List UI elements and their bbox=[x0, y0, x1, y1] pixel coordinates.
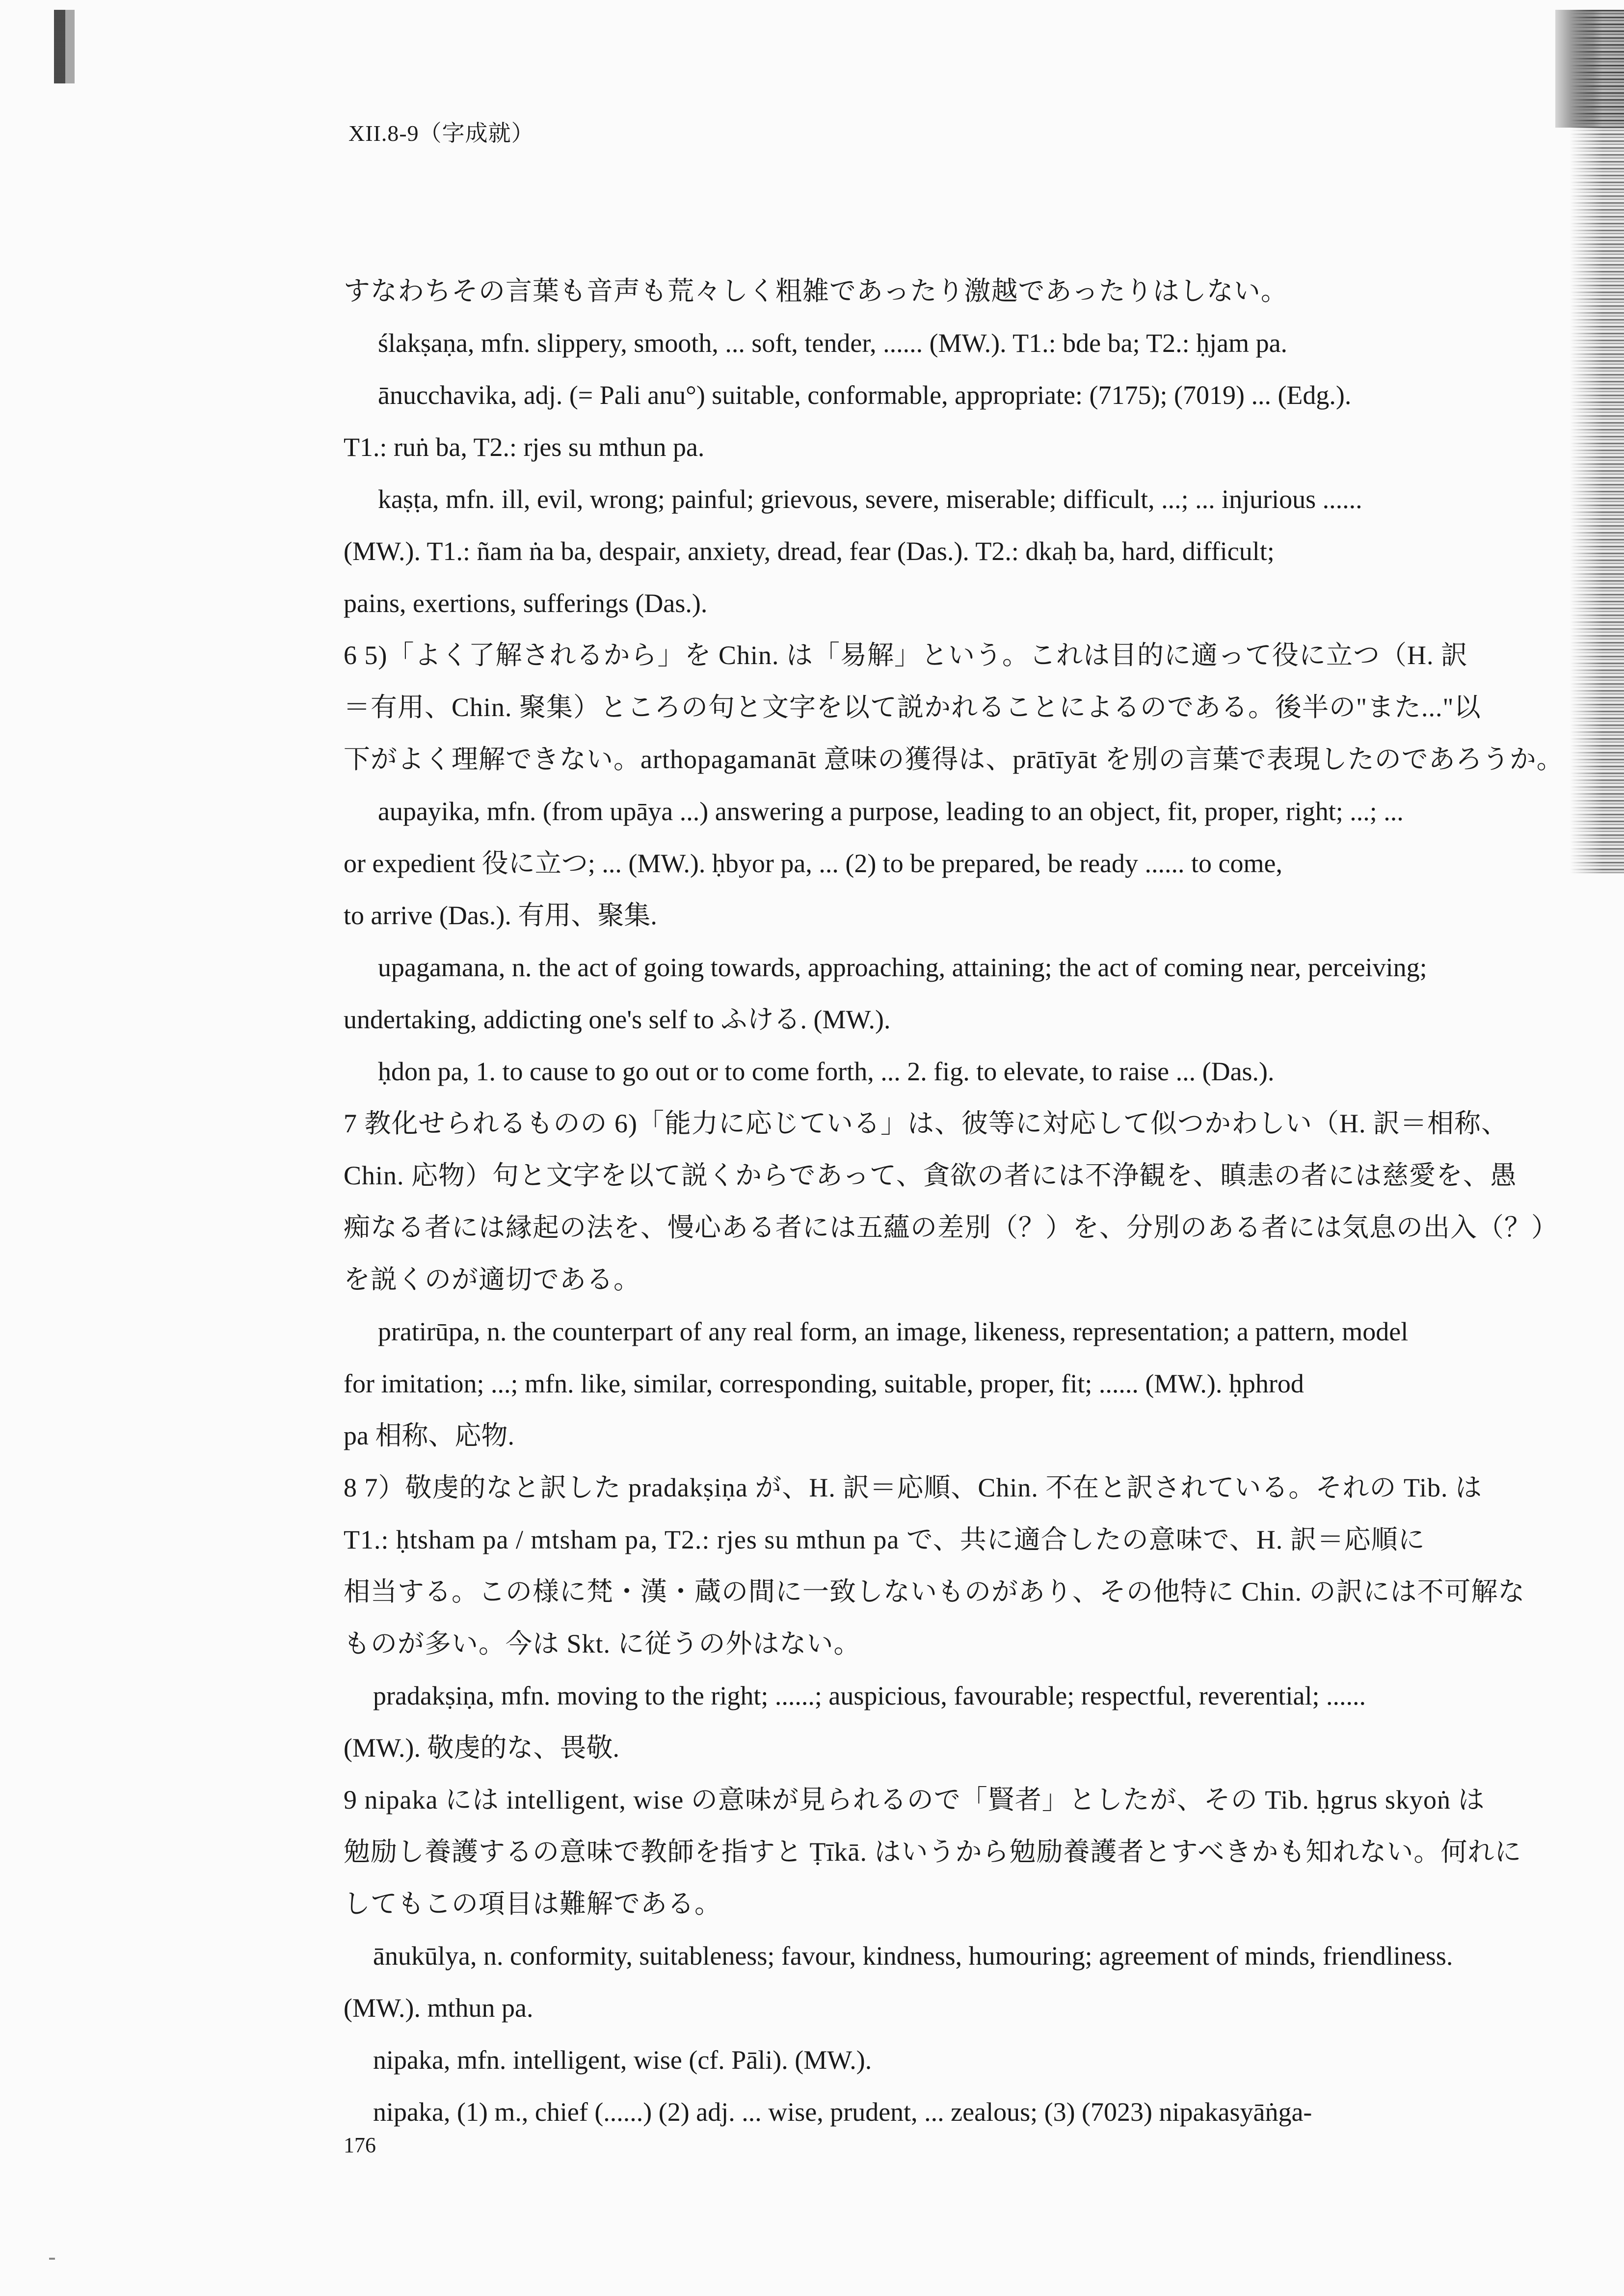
note-line: してもこの項目は難解である。 bbox=[344, 1889, 721, 1919]
text-segment: ḥdon pa, 1. to cause to go out or to come forth, ... 2. fig. to elevate, to raise ... (Das.). bbox=[378, 1057, 1275, 1086]
text-line: (MW.). 敬虔的な、畏敬. bbox=[344, 1733, 619, 1762]
scan-edge-mark bbox=[54, 10, 75, 83]
text-segment: aupayika, mfn. (from upāya ...) answering a purpose, leading to an object, fit, proper, right; ...; ... bbox=[378, 797, 1404, 826]
scan-edge-mark bbox=[1570, 10, 1624, 874]
text-segment: pradakṣiṇa, mfn. moving to the right; ......; auspicious, favourable; respectful, reverential; ...... bbox=[373, 1681, 1366, 1710]
note-line: 6 5)「よく了解されるから」を Chin. は「易解」という。これは目的に適って役に立つ（H. 訳 bbox=[344, 641, 1468, 670]
page-body bbox=[344, 265, 1564, 2138]
text-line: for imitation; ...; mfn. like, similar, corresponding, suitable, proper, fit; ...... (MW.). ḥphrod bbox=[344, 1369, 1304, 1398]
note-line: T1.: ḥtsham pa / mtsham pa, T2.: rjes su mthun pa で、共に適合したの意味で、H. 訳＝応順に bbox=[344, 1525, 1425, 1554]
note-line: ものが多い。今は Skt. に従うの外はない。 bbox=[344, 1629, 861, 1658]
text-line: (MW.). T1.: ñam ṅa ba, despair, anxiety, dread, fear (Das.). T2.: dkaḥ ba, hard, difficult; bbox=[344, 536, 1275, 566]
text-segment: ślakṣaṇa, mfn. slippery, smooth, ... soft, tender, ...... (MW.). T1.: bde ba; T2.: ḥjam pa. bbox=[378, 328, 1288, 358]
dictionary-entry bbox=[344, 1306, 1521, 1358]
note-line: ＝有用、Chin. 聚集）ところの句と文字を以て説かれることによるのである。後半の"また..."以 bbox=[344, 693, 1481, 722]
text-line: or expedient 役に立つ; ... (MW.). ḥbyor pa, ... (2) to be prepared, be ready ...... to come, bbox=[344, 849, 1282, 878]
text-segment: nipaka, mfn. intelligent, wise (cf. Pāli). (MW.). bbox=[373, 2045, 872, 2075]
note-line: 相当する。この様に梵・漢・蔵の間に一致しないものがあり、その他特に Chin. の訳には不可解な bbox=[344, 1577, 1525, 1606]
dictionary-entry bbox=[344, 473, 1521, 525]
dictionary-entry bbox=[344, 369, 1521, 421]
note-line: Chin. 応物）句と文字を以て説くからであって、貪欲の者には不浄観を、瞋恚の者には慈愛を、愚 bbox=[344, 1161, 1517, 1190]
text-segment: ānukūlya, n. conformity, suitableness; favour, kindness, humouring; agreement of minds, friendliness. bbox=[373, 1941, 1453, 1971]
text-segment: ānucchavika, adj. (= Pali anu°) suitable, conformable, appropriate: (7175); (7019) ... (Edg.). bbox=[378, 380, 1352, 410]
text-line: pains, exertions, sufferings (Das.). bbox=[344, 588, 708, 618]
text-segment: pratirūpa, n. the counterpart of any real form, an image, likeness, representation; a pattern, model bbox=[378, 1317, 1409, 1346]
text-segment: nipaka, (1) m., chief (......) (2) adj. ... wise, prudent, ... zealous; (3) (7023) nipakasyāṅga- bbox=[373, 2097, 1312, 2127]
text-segment: upagamana, n. the act of going towards, approaching, attaining; the act of coming near, perceiving; bbox=[378, 953, 1427, 982]
note-line: 7 教化せられるものの 6)「能力に応じている」は、彼等に対応して似つかわしい（H. 訳＝相称、 bbox=[344, 1109, 1508, 1138]
dictionary-entry bbox=[344, 1045, 1521, 1097]
dictionary-entry bbox=[344, 2086, 1521, 2138]
page-number: 176 bbox=[344, 2133, 376, 2157]
note-line: 下がよく理解できない。arthopagamanāt 意味の獲得は、prātīyāt を別の言葉で表現したのであろうか。 bbox=[344, 745, 1564, 774]
note-line: 8 7）敬虔的なと訳した pradakṣiṇa が、H. 訳＝応順、Chin. 不在と訳されている。それの Tib. は bbox=[344, 1473, 1483, 1502]
dictionary-entry bbox=[344, 1670, 1521, 1722]
dictionary-entry bbox=[344, 941, 1521, 993]
text-line: undertaking, addicting one's self to ふける. (MW.). bbox=[344, 1005, 891, 1034]
dictionary-entry bbox=[344, 2034, 1521, 2086]
text-line: (MW.). mthun pa. bbox=[344, 1993, 533, 2023]
note-line: を説くのが適切である。 bbox=[344, 1265, 640, 1294]
note-line: 9 nipaka には intelligent, wise の意味が見られるので「賢者」としたが、その Tib. ḥgrus skyoṅ は bbox=[344, 1785, 1485, 1815]
running-head: XII.8-9（字成就） bbox=[348, 121, 534, 146]
note-line: 勉励し養護するの意味で教師を指すと Ṭīkā. はいうから勉励養護者とすべきかも知れない。何れに bbox=[344, 1837, 1522, 1867]
text-line: T1.: ruṅ ba, T2.: rjes su mthun pa. bbox=[344, 432, 705, 462]
dictionary-entry bbox=[344, 785, 1521, 837]
dictionary-entry bbox=[344, 1930, 1521, 1982]
note-line: 痴なる者には縁起の法を、慢心ある者には五蘊の差別（？）を、分別のある者には気息の出入（？） bbox=[344, 1213, 1558, 1242]
text-line: pa 相称、応物. bbox=[344, 1421, 514, 1450]
text-segment: kaṣṭa, mfn. ill, evil, wrong; painful; grievous, severe, miserable; difficult, ...; ... injurious ...... bbox=[378, 484, 1362, 514]
dictionary-entry bbox=[344, 317, 1521, 369]
text-line: すなわちその言葉も音声も荒々しく粗雑であったり激越であったりはしない。 bbox=[344, 276, 1288, 306]
text-line: to arrive (Das.). 有用、聚集. bbox=[344, 901, 657, 930]
scan-edge-mark bbox=[49, 2258, 55, 2260]
